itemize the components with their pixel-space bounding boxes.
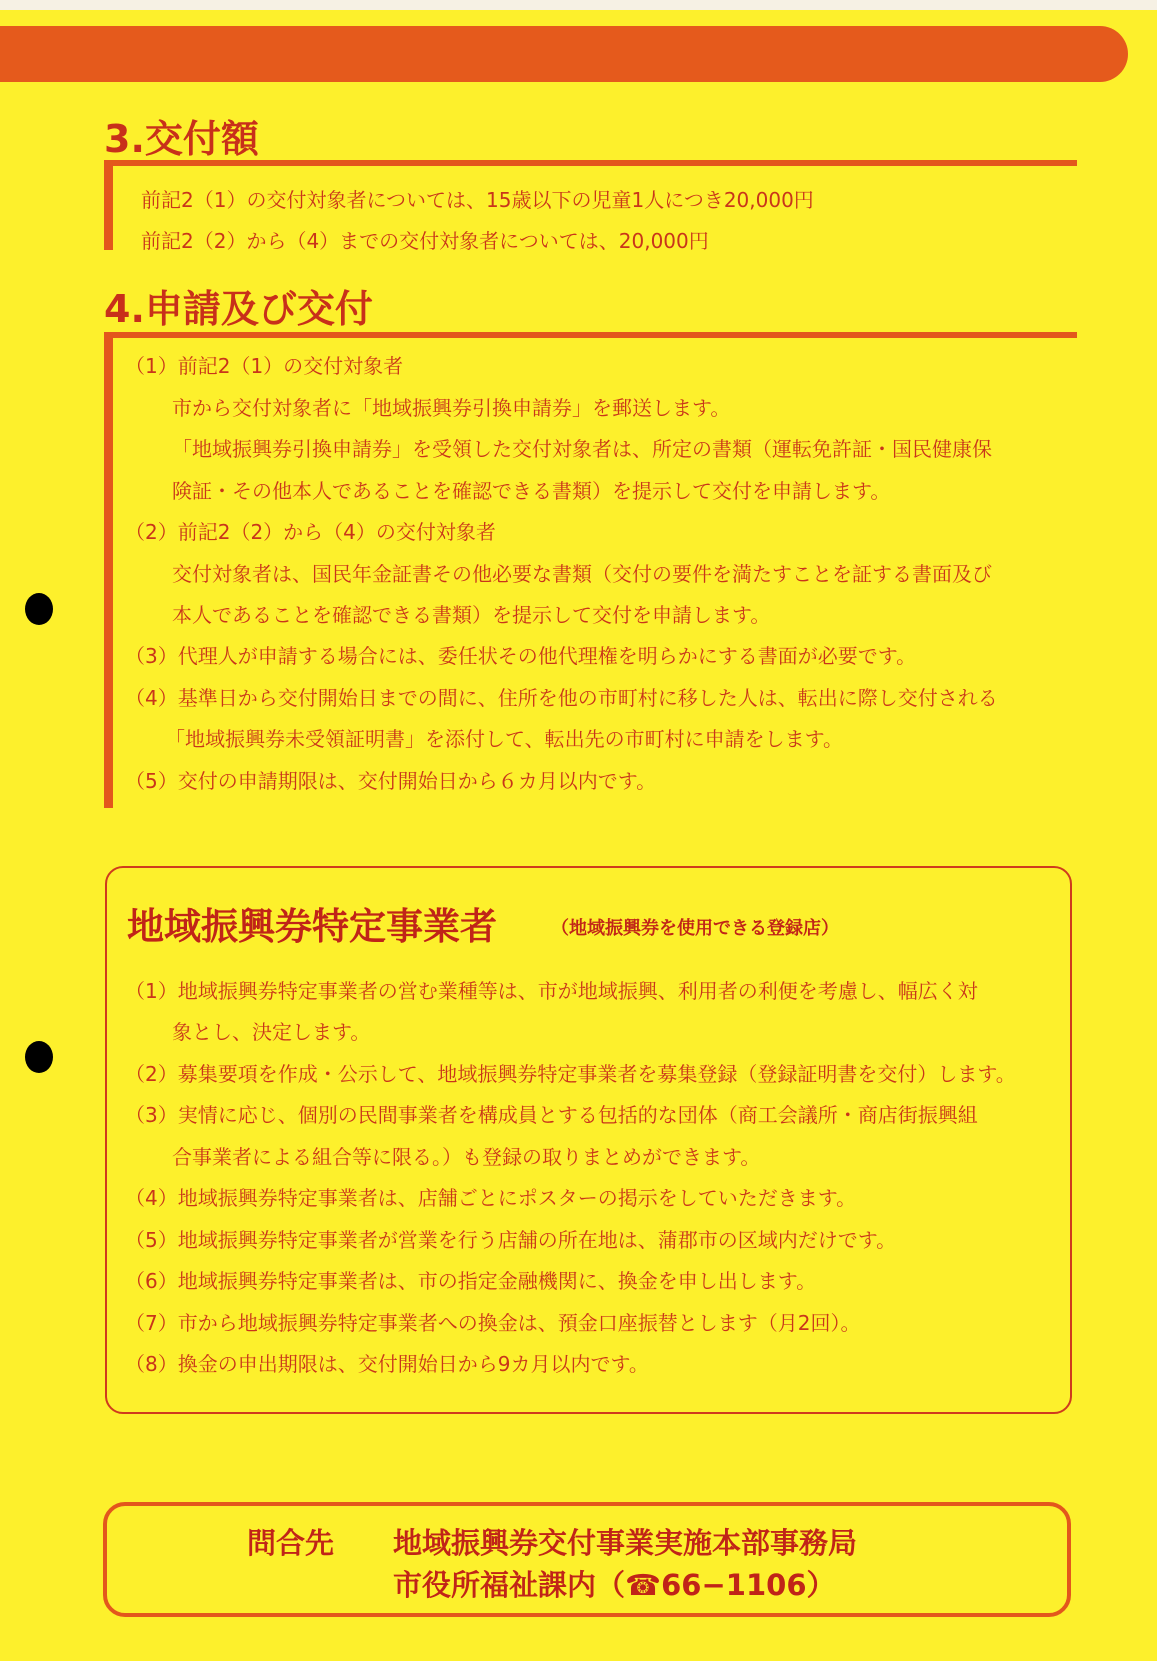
top-edge [0, 0, 1157, 10]
binder-hole-lower [25, 1041, 53, 1073]
business-line: 合事業者による組合等に限る。）も登録の取りまとめができます。 [172, 1145, 761, 1169]
business-box-title: 地域振興券特定事業者 [127, 905, 497, 948]
business-item-8: （8）換金の申出期限は、交付開始日から9カ月以内です。 [125, 1352, 649, 1376]
section-4-item-4: （4）基準日から交付開始日までの間に、住所を他の市町村に移した人は、転出に際し交付される [125, 686, 998, 710]
section-4-line: 市から交付対象者に「地域振興券引換申請券」を郵送します。 [172, 396, 731, 420]
section-4-item-5: （5）交付の申請期限は、交付開始日から６カ月以内です。 [125, 769, 657, 793]
section-4-item-2: （2）前記2（2）から（4）の交付対象者 [125, 520, 496, 544]
section-4-line: 「地域振興券未受領証明書」を添付して、転出先の市町村に申請をします。 [165, 727, 843, 751]
business-item-2: （2）募集要項を作成・公示して、地域振興券特定事業者を募集登録（登録証明書を交付）します。 [125, 1062, 1016, 1086]
section-3-title: 3.交付額 [104, 117, 259, 161]
header-banner [0, 26, 1128, 82]
section-4-line: 「地域振興券引換申請券」を受領した交付対象者は、所定の書類（運転免許証・国民健康保 [172, 437, 992, 461]
business-item-6: （6）地域振興券特定事業者は、市の指定金融機関に、換金を申し出します。 [125, 1269, 817, 1293]
contact-label: 問合先 [247, 1526, 335, 1560]
business-box-subtitle: （地域振興券を使用できる登録店） [551, 918, 839, 939]
section-4-item-1: （1）前記2（1）の交付対象者 [125, 354, 404, 378]
business-item-1: （1）地域振興券特定事業者の営む業種等は、市が地域振興、利用者の利便を考慮し、幅広く対 [125, 979, 978, 1003]
contact-office: 地域振興券交付事業実施本部事務局 [393, 1526, 858, 1560]
business-item-3: （3）実情に応じ、個別の民間事業者を構成員とする包括的な団体（商工会議所・商店街振興組 [125, 1103, 978, 1127]
section-3-line-1: 前記2（1）の交付対象者については、15歳以下の児童1人につき20,000円 [141, 188, 814, 212]
section-4-title: 4.申請及び交付 [104, 287, 373, 331]
section-3-line-2: 前記2（2）から（4）までの交付対象者については、20,000円 [141, 229, 709, 253]
section-4-item-3: （3）代理人が申請する場合には、委任状その他代理権を明らかにする書面が必要です。 [125, 644, 917, 668]
business-item-4: （4）地域振興券特定事業者は、店舗ごとにポスターの掲示をしていただきます。 [125, 1186, 857, 1210]
section-4-line: 本人であることを確認できる書類）を提示して交付を申請します。 [172, 603, 771, 627]
business-item-5: （5）地域振興券特定事業者が営業を行う店舗の所在地は、蒲郡市の区域内だけです。 [125, 1228, 897, 1252]
business-item-7: （7）市から地域振興券特定事業者への換金は、預金口座振替とします（月2回）。 [125, 1311, 861, 1335]
business-line: 象とし、決定します。 [172, 1020, 371, 1044]
section-4-line: 険証・その他本人であることを確認できる書類）を提示して交付を申請します。 [172, 479, 891, 503]
section-4-line: 交付対象者は、国民年金証書その他必要な書類（交付の要件を満たすことを証する書面及び [172, 562, 992, 586]
contact-phone: 市役所福祉課内（☎66−1106） [393, 1568, 836, 1602]
binder-hole-upper [25, 593, 53, 625]
